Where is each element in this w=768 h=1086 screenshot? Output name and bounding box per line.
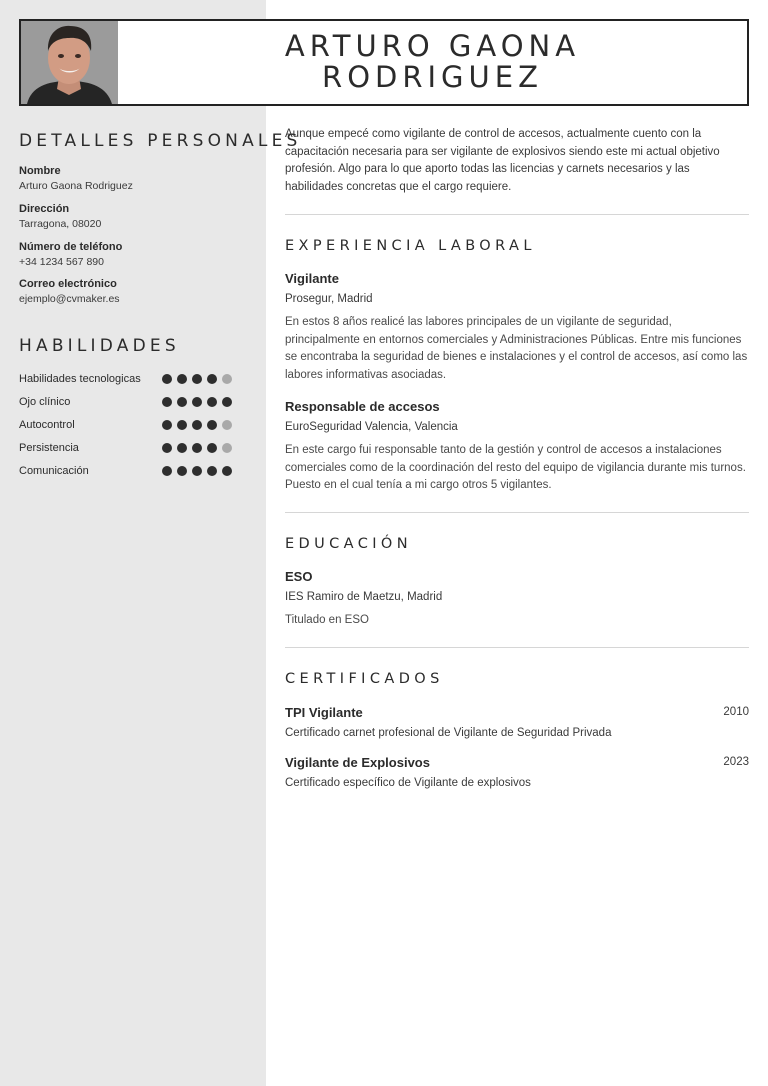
name-line-2: RODRIGUEZ — [322, 60, 543, 94]
personal-value: ejemplo@cvmaker.es — [19, 293, 120, 305]
personal-value: Tarragona, 08020 — [19, 218, 102, 230]
personal-value: +34 1234 567 890 — [19, 256, 104, 268]
rating-dot-filled — [177, 374, 187, 384]
personal-details-title: DETALLES PERSONALES — [19, 131, 302, 151]
skill-rating — [162, 374, 232, 384]
rating-dot-filled — [222, 397, 232, 407]
rating-dot-filled — [177, 420, 187, 430]
personal-item-email — [19, 277, 249, 307]
education-title: EDUCACIÓN — [285, 536, 412, 552]
experience-title: EXPERIENCIA LABORAL — [285, 238, 536, 254]
skill-rating — [162, 466, 232, 476]
rating-dot-filled — [207, 397, 217, 407]
profile-summary: Aunque empecé como vigilante de control de accesos, actualmente cuento con la capacitación necesaria para ser vigilante de explosivos siendo este mi actual objetivo profesión. Algo para lo que aporto todas las licencias y carnets necesarios y las habilidades concretas que el cargo requiere. — [285, 128, 720, 193]
experience-entry — [285, 270, 749, 384]
personal-label: Dirección — [19, 203, 70, 215]
certificates-title: CERTIFICADOS — [285, 671, 444, 687]
job-title: Responsable de accesos — [285, 399, 440, 414]
personal-item-phone — [19, 240, 249, 270]
rating-dot-filled — [222, 466, 232, 476]
skill-row — [19, 440, 232, 456]
education-school: IES Ramiro de Maetzu, Madrid — [285, 591, 443, 603]
skill-name: Autocontrol — [19, 419, 75, 431]
skill-rating — [162, 443, 232, 453]
rating-dot-filled — [192, 466, 202, 476]
job-company: Prosegur, Madrid — [285, 293, 373, 305]
education-description: Titulado en ESO — [285, 614, 369, 626]
rating-dot-filled — [162, 397, 172, 407]
certificate-description: Certificado carnet profesional de Vigilante de Seguridad Privada — [285, 727, 612, 739]
skill-name: Ojo clínico — [19, 396, 71, 408]
rating-dot-filled — [207, 420, 217, 430]
divider — [285, 214, 749, 215]
divider — [285, 512, 749, 513]
job-description: En estos 8 años realicé las labores principales de un vigilante de seguridad, principalmente en entornos comerciales y Administraciones Públicas. Entre mis funciones se encontraba la seguridad de bienes e instalaciones y el control de accesos, así como las labores informativas asociadas. — [285, 316, 748, 381]
rating-dot-filled — [207, 466, 217, 476]
divider — [285, 647, 749, 648]
skill-row — [19, 417, 232, 433]
rating-dot-filled — [207, 443, 217, 453]
rating-dot-empty — [222, 374, 232, 384]
certificate-year: 2010 — [723, 706, 749, 718]
rating-dot-filled — [192, 443, 202, 453]
name-line-1: ARTURO GAONA — [284, 29, 581, 63]
certificate-year: 2023 — [723, 756, 749, 768]
personal-value: Arturo Gaona Rodriguez — [19, 180, 133, 192]
rating-dot-filled — [162, 374, 172, 384]
skill-name: Persistencia — [19, 442, 79, 454]
personal-item-address — [19, 202, 249, 232]
rating-dot-filled — [177, 443, 187, 453]
certificate-entry — [285, 704, 749, 742]
job-description: En este cargo fui responsable tanto de la gestión y control de accesos a instalaciones comerciales como de la coordinación del resto del equipo de vigilancia durante mis turnos. Puesto en el cual tenía a mi cargo otros 5 vigilantes. — [285, 444, 746, 491]
rating-dot-filled — [177, 397, 187, 407]
full-name — [118, 31, 747, 93]
skill-rating — [162, 397, 232, 407]
skill-name: Habilidades tecnologicas — [19, 373, 141, 385]
sidebar — [0, 0, 266, 1086]
profile-photo — [21, 21, 118, 104]
rating-dot-empty — [222, 420, 232, 430]
personal-label: Número de teléfono — [19, 241, 123, 253]
skill-rating — [162, 420, 232, 430]
job-title: Vigilante — [285, 271, 339, 286]
certificate-title: Vigilante de Explosivos — [285, 755, 430, 770]
experience-entry — [285, 398, 749, 495]
education-title-text: ESO — [285, 569, 313, 584]
certificate-entry — [285, 754, 749, 792]
rating-dot-filled — [177, 466, 187, 476]
skill-row — [19, 463, 232, 479]
rating-dot-filled — [162, 420, 172, 430]
personal-label: Correo electrónico — [19, 278, 117, 290]
skill-row — [19, 371, 232, 387]
header-box — [19, 19, 749, 106]
rating-dot-filled — [192, 374, 202, 384]
personal-item-name — [19, 164, 249, 194]
rating-dot-filled — [162, 443, 172, 453]
certificate-description: Certificado específico de Vigilante de explosivos — [285, 777, 531, 789]
skills-title: HABILIDADES — [19, 336, 180, 356]
certificate-title: TPI Vigilante — [285, 705, 363, 720]
education-entry — [285, 568, 749, 630]
rating-dot-empty — [222, 443, 232, 453]
personal-label: Nombre — [19, 165, 61, 177]
rating-dot-filled — [192, 420, 202, 430]
rating-dot-filled — [192, 397, 202, 407]
skill-name: Comunicación — [19, 465, 89, 477]
skill-row — [19, 394, 232, 410]
job-company: EuroSeguridad Valencia, Valencia — [285, 421, 458, 433]
rating-dot-filled — [162, 466, 172, 476]
rating-dot-filled — [207, 374, 217, 384]
